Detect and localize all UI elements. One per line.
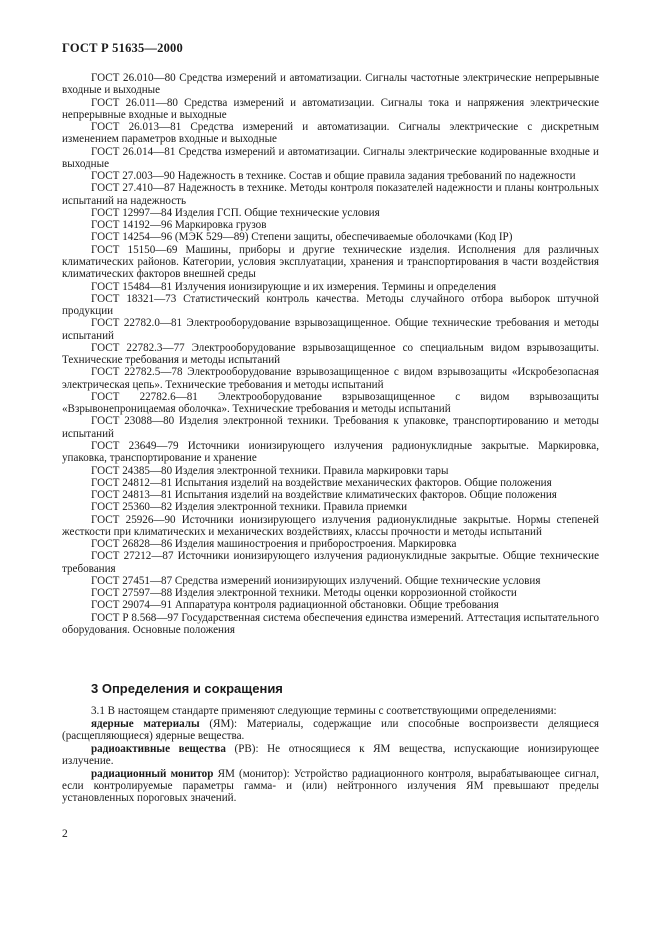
document-id-header: ГОСТ Р 51635—2000 xyxy=(62,41,183,55)
reference-item: ГОСТ 15150—69 Машины, приборы и другие технические изделия. Исполнения для различных климатических районов. Категории, условия эксплуатации, хранения и транспортирования в части воздействия климатических факторов внешней среды xyxy=(62,243,599,281)
reference-item: ГОСТ 26828—86 Изделия машиностроения и приборостроения. Маркировка xyxy=(91,538,457,551)
definition-term: ядерные материалы xyxy=(91,717,200,730)
definitions-block xyxy=(62,705,599,805)
reference-item: ГОСТ 22782.0—81 Электрооборудование взрывозащищенное. Общие технические требования и методы испытаний xyxy=(62,317,599,342)
reference-item: ГОСТ 27.003—90 Надежность в технике. Состав и общие правила задания требований по надежности xyxy=(91,170,576,183)
definition-term: радиационный монитор xyxy=(91,767,214,780)
reference-item: ГОСТ 26.011—80 Средства измерений и автоматизации. Сигналы тока и напряжения электрические непрерывные входные и выходные xyxy=(62,96,599,121)
definition-item xyxy=(62,718,599,743)
reference-item: ГОСТ 12997—84 Изделия ГСП. Общие технические условия xyxy=(91,206,380,219)
reference-item: ГОСТ 24385—80 Изделия электронной техники. Правила маркировки тары xyxy=(91,464,449,477)
reference-item: ГОСТ 15484—81 Излучения ионизирующие и их измерения. Термины и определения xyxy=(91,280,497,293)
reference-item: ГОСТ Р 8.568—97 Государственная система обеспечения единства измерений. Аттестация испытательного оборудования. Основные положения xyxy=(62,611,599,636)
definition-item xyxy=(62,768,599,805)
definition-text: (ЯМ): Материалы, содержащие или способные воспроизвести делящиеся (расщепляющиеся) ядерные вещества. xyxy=(62,717,599,743)
reference-item: ГОСТ 27.410—87 Надежность в технике. Методы контроля показателей надежности и планы контрольных испытаний на надежность xyxy=(62,182,599,207)
reference-item: ГОСТ 23649—79 Источники ионизирующего излучения радионуклидные закрытые. Маркировка, упаковка, транспортирование и хранение xyxy=(62,439,599,465)
page-number: 2 xyxy=(62,828,68,840)
reference-item: ГОСТ 26.014—81 Средства измерений и автоматизации. Сигналы электрические кодированные входные и выходные xyxy=(62,145,599,170)
reference-item: ГОСТ 24812—81 Испытания изделий на воздействие механических факторов. Общие положения xyxy=(91,476,552,489)
definition-item xyxy=(62,743,599,768)
reference-item: ГОСТ 22782.5—78 Электрооборудование взрывозащищенное с видом взрывозащиты «Искробезопасная электрическая цепь». Технические требования и методы испытаний xyxy=(62,366,599,391)
section-title: 3 Определения и сокращения xyxy=(91,681,283,696)
reference-item: ГОСТ 29074—91 Аппаратура контроля радиационной обстановки. Общие требования xyxy=(91,599,499,612)
definition-text: ЯМ (монитор): Устройство радиационного контроля, вырабатывающее сигнал, если контролируемые параметры гамма- и (или) нейтронного излучения ЯМ превышают пределы установленных пороговых значений. xyxy=(62,767,599,805)
definition-text: (РВ): Не относящиеся к ЯМ вещества, испускающие ионизирующее излучение. xyxy=(62,742,599,768)
reference-item: ГОСТ 22782.6—81 Электрооборудование взрывозащищенное с видом взрывозащиты «Взрывонепроницаемая оболочка». Технические требования и методы испытаний xyxy=(62,390,599,416)
definition-term: радиоактивные вещества xyxy=(91,742,226,755)
reference-item: ГОСТ 14254—96 (МЭК 529—89) Степени защиты, обеспечиваемые оболочками (Код IP) xyxy=(91,231,513,244)
reference-item: ГОСТ 23088—80 Изделия электронной техники. Требования к упаковке, транспортированию и методы испытаний xyxy=(62,415,599,440)
reference-item: ГОСТ 14192—96 Маркировка грузов xyxy=(91,219,267,232)
reference-item: ГОСТ 27597—88 Изделия электронной техники. Методы оценки коррозионной стойкости xyxy=(91,587,517,600)
reference-item: ГОСТ 27451—87 Средства измерений ионизирующих излучений. Общие технические условия xyxy=(91,574,541,587)
reference-item: ГОСТ 24813—81 Испытания изделий на воздействие климатических факторов. Общие положения xyxy=(91,489,557,502)
normative-references-list xyxy=(62,72,599,636)
reference-item: ГОСТ 25360—82 Изделия электронной техники. Правила приемки xyxy=(91,501,408,514)
reference-item: ГОСТ 18321—73 Статистический контроль качества. Методы случайного отбора выборок штучной продукции xyxy=(62,292,599,318)
reference-item: ГОСТ 26.013—81 Средства измерений и автоматизации. Сигналы электрические с дискретным изменением параметров входные и выходные xyxy=(62,121,599,146)
definitions-intro: 3.1 В настоящем стандарте применяют следующие термины с соответствующими определениями: xyxy=(91,705,557,717)
reference-item: ГОСТ 26.010—80 Средства измерений и автоматизации. Сигналы частотные электрические непрерывные входные и выходные xyxy=(62,72,599,97)
reference-item: ГОСТ 27212—87 Источники ионизирующего излучения радионуклидные закрытые. Общие технические требования xyxy=(62,550,599,575)
reference-item: ГОСТ 25926—90 Источники ионизирующего излучения радионуклидные закрытые. Нормы степеней жесткости при климатических и механических воздействиях, классы прочности и методы испытаний xyxy=(62,513,599,538)
reference-item: ГОСТ 22782.3—77 Электрооборудование взрывозащищенное со специальным видом взрывозащиты. Технические требования и методы испытаний xyxy=(62,341,599,367)
